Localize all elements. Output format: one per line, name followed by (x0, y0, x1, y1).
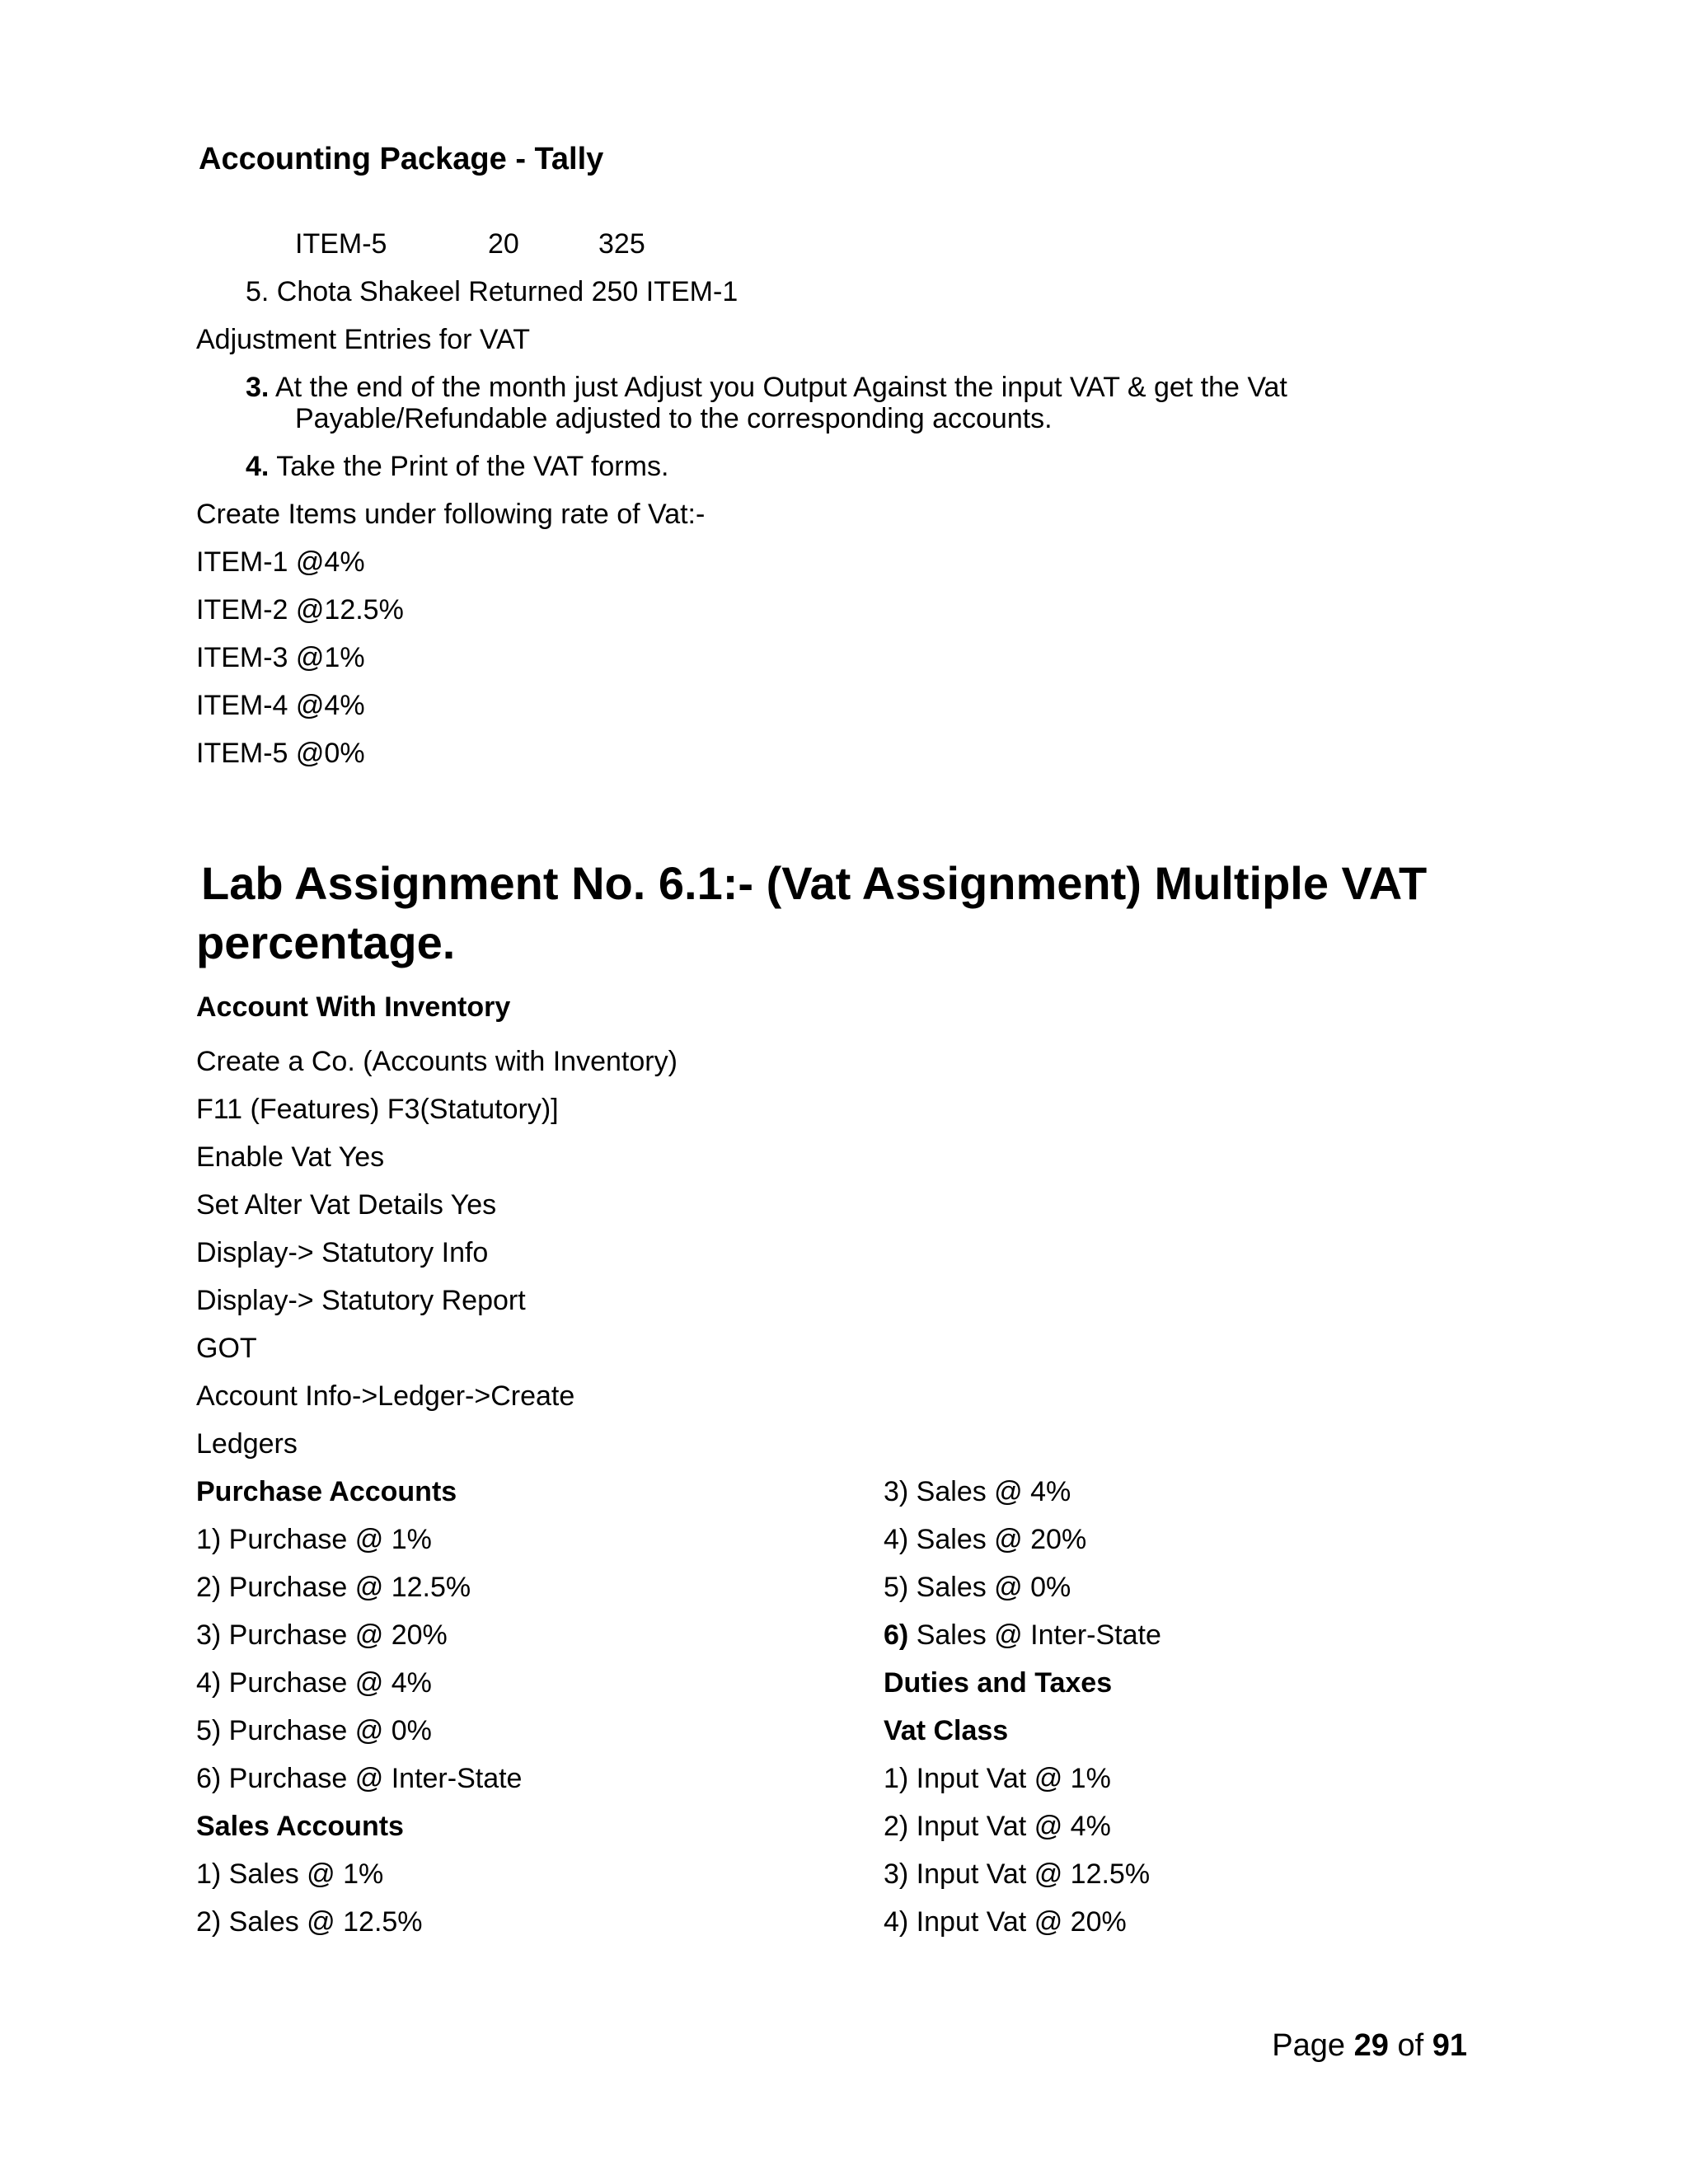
step-3 (246, 371, 1287, 404)
instruction-line: Enable Vat Yes (196, 1141, 385, 1173)
vat-class-heading: Vat Class (884, 1715, 1009, 1746)
page-prefix: Page (1272, 2028, 1346, 2063)
item-rate-line: ITEM-2 @12.5% (196, 594, 404, 626)
input-vat-ledger: 2) Input Vat @ 4% (884, 1811, 1111, 1842)
sales-ledger: 2) Sales @ 12.5% (196, 1906, 423, 1938)
lab-title-line1: Lab Assignment No. 6.1:- (Vat Assignment) Multiple VAT (201, 857, 1428, 909)
duties-and-taxes-heading: Duties and Taxes (884, 1667, 1113, 1699)
total-pages: 91 (1432, 2028, 1467, 2063)
purchase-ledger: 5) Purchase @ 0% (196, 1715, 432, 1746)
current-page: 29 (1353, 2028, 1389, 2063)
step-number: 4. (246, 451, 270, 482)
sales-ledger-inter-state (884, 1619, 1161, 1652)
instruction-line: Display-> Statutory Info (196, 1237, 489, 1268)
adjustment-heading: Adjustment Entries for VAT (196, 324, 530, 355)
item-rate-line: ITEM-3 @1% (196, 642, 365, 673)
page-of: of (1397, 2028, 1424, 2063)
purchase-ledger: 3) Purchase @ 20% (196, 1619, 448, 1651)
lab-subtitle: Account With Inventory (196, 991, 511, 1023)
purchase-ledger: 2) Purchase @ 12.5% (196, 1572, 471, 1603)
step-4 (246, 450, 668, 483)
purchase-ledger: 1) Purchase @ 1% (196, 1524, 432, 1555)
item-rate-line: ITEM-1 @4% (196, 546, 365, 578)
instruction-line: GOT (196, 1333, 257, 1364)
instruction-line: F11 (Features) F3(Statutory)] (196, 1094, 559, 1125)
page-header-title: Accounting Package - Tally (199, 142, 604, 176)
item-row-name: ITEM-5 (295, 228, 387, 260)
sales-ledger: 1) Sales @ 1% (196, 1858, 384, 1890)
input-vat-ledger: 1) Input Vat @ 1% (884, 1763, 1111, 1794)
item-row-qty: 20 (488, 228, 519, 260)
sales-ledger: 4) Sales @ 20% (884, 1524, 1087, 1555)
list-number: 6) (884, 1619, 909, 1651)
step-3-continuation: Payable/Refundable adjusted to the corresponding accounts. (295, 403, 1053, 434)
step-number: 3. (246, 372, 270, 403)
item-rate-line: ITEM-5 @0% (196, 738, 365, 769)
lab-title-line2: percentage. (196, 916, 456, 968)
item-rate-line: ITEM-4 @4% (196, 690, 365, 721)
sales-ledger: 5) Sales @ 0% (884, 1572, 1071, 1603)
instruction-line: Set Alter Vat Details Yes (196, 1189, 497, 1221)
instruction-line: Display-> Statutory Report (196, 1285, 526, 1316)
purchase-accounts-heading: Purchase Accounts (196, 1476, 457, 1507)
sales-ledger: 3) Sales @ 4% (884, 1476, 1071, 1507)
instruction-line: Account Info->Ledger->Create (196, 1380, 575, 1412)
sales-accounts-heading: Sales Accounts (196, 1811, 404, 1842)
input-vat-ledger: 3) Input Vat @ 12.5% (884, 1858, 1151, 1890)
step-text: At the end of the month just Adjust you Output Against the input VAT & get the Vat (274, 372, 1287, 403)
item-row-rate: 325 (598, 228, 645, 260)
create-items-heading: Create Items under following rate of Vat:- (196, 499, 706, 530)
list-text: Sales @ Inter-State (916, 1619, 1161, 1651)
returned-line: 5. Chota Shakeel Returned 250 ITEM-1 (246, 276, 738, 307)
purchase-ledger: 4) Purchase @ 4% (196, 1667, 432, 1699)
instruction-line: Ledgers (196, 1428, 298, 1460)
step-text: Take the Print of the VAT forms. (276, 451, 669, 482)
page-number (1272, 2027, 1467, 2064)
input-vat-ledger: 4) Input Vat @ 20% (884, 1906, 1127, 1938)
instruction-line: Create a Co. (Accounts with Inventory) (196, 1046, 678, 1077)
purchase-ledger: 6) Purchase @ Inter-State (196, 1763, 523, 1794)
